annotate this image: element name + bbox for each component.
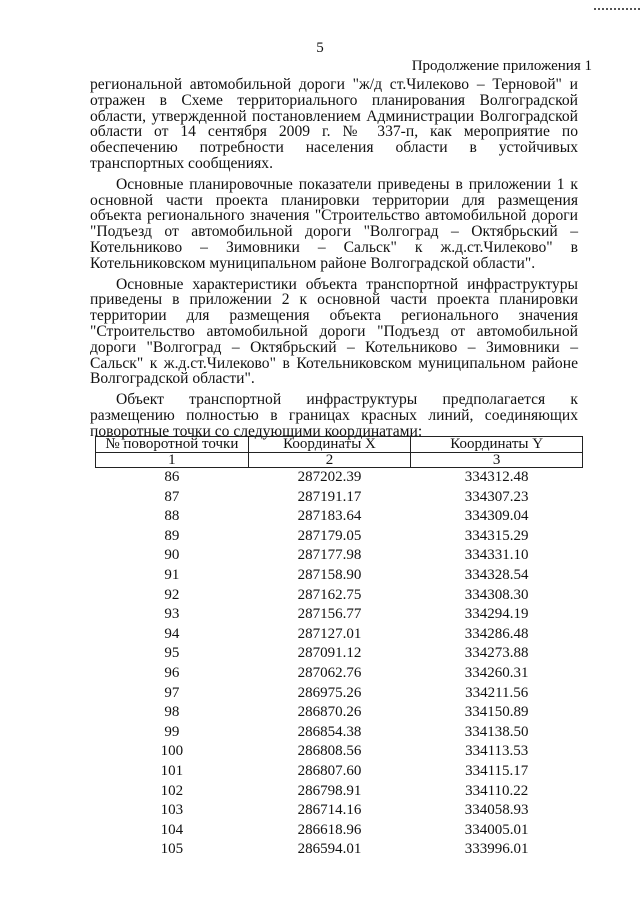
coord-x-cell: 287091.12 xyxy=(297,645,362,662)
coord-x-cell: 287191.17 xyxy=(297,488,362,505)
page-number: 5 xyxy=(316,40,324,56)
coord-x-cell: 286975.26 xyxy=(297,684,362,701)
coord-x-cell: 287158.90 xyxy=(297,566,362,583)
point-number-cell: 95 xyxy=(164,645,180,662)
table-row xyxy=(96,605,583,625)
paragraph: Основные планировочные показатели приведены в приложении 1 к основной части проекта планировки территории для размещения объекта регионального значения "Строительство автомобильной дороги "Подъезд от автомобильной дороги "Волгоград – Октябрьский – Котельниково – Зимовники – Сальск" к ж.д.ст.Чилеково" в Котельниковском муниципальном районе Волгоградской области". xyxy=(90,175,578,272)
coord-y-cell: 333996.01 xyxy=(464,841,529,858)
coord-x-cell: 287062.76 xyxy=(297,664,362,681)
coord-x-cell: 286854.38 xyxy=(297,723,362,740)
coordinates-table xyxy=(95,436,583,860)
table-row xyxy=(96,723,583,743)
table-row xyxy=(96,644,583,664)
coord-y-cell: 334138.50 xyxy=(464,723,529,740)
point-number-cell: 89 xyxy=(164,527,180,544)
coord-x-cell: 286870.26 xyxy=(297,704,362,721)
coord-y-cell: 334315.29 xyxy=(464,527,529,544)
point-number-cell: 103 xyxy=(160,802,184,819)
coord-y-cell: 334328.54 xyxy=(464,566,529,583)
coord-x-cell: 287179.05 xyxy=(297,527,362,544)
table-row xyxy=(96,546,583,566)
coord-y-cell: 334150.89 xyxy=(464,704,529,721)
coord-y-cell: 334294.19 xyxy=(464,606,529,623)
coord-x-cell: 286618.96 xyxy=(297,821,362,838)
point-number-cell: 100 xyxy=(160,743,184,760)
coord-x-cell: 286798.91 xyxy=(297,782,362,799)
coord-y-cell: 334308.30 xyxy=(464,586,529,603)
point-number-cell: 96 xyxy=(164,664,180,681)
paragraph: Основные характеристики объекта транспортной инфраструктуры приведены в приложении 2 к основной части проекта планировки территории для размещения объекта регионального значения "Строительство автомобильной дороги "Подъезд от автомобильной дороги "Волгоград – Октябрьский – Котельниково – Зимовники – Сальск" к ж.д.ст.Чилеково" в Котельниковском муниципальном районе Волгоградской области". xyxy=(90,275,578,388)
point-number-cell: 93 xyxy=(164,606,180,623)
table-row xyxy=(96,664,583,684)
table-row xyxy=(96,566,583,586)
coord-y-cell: 334309.04 xyxy=(464,508,529,525)
point-number-cell: 90 xyxy=(164,547,180,564)
coord-x-cell: 287162.75 xyxy=(297,586,362,603)
table-row xyxy=(96,762,583,782)
point-number-cell: 94 xyxy=(164,625,180,642)
table-row xyxy=(96,840,583,860)
table-row xyxy=(96,625,583,645)
coord-x-cell: 286714.16 xyxy=(297,802,362,819)
column-number: 2 xyxy=(248,453,411,468)
coord-x-cell: 286594.01 xyxy=(297,841,362,858)
coord-y-cell: 334115.17 xyxy=(465,762,529,779)
table-row xyxy=(96,703,583,723)
coord-y-cell: 334273.88 xyxy=(464,645,529,662)
table-row xyxy=(96,586,583,606)
point-number-cell: 105 xyxy=(160,841,184,858)
point-number-cell: 91 xyxy=(164,566,180,583)
table-body xyxy=(96,468,583,860)
point-number-cell: 101 xyxy=(160,762,184,779)
table-row xyxy=(96,782,583,802)
body-text xyxy=(90,77,578,445)
appendix-continuation-note: Продолжение приложения 1 xyxy=(411,58,592,74)
point-number-cell: 88 xyxy=(164,508,180,525)
table-row xyxy=(96,507,583,527)
coord-y-cell: 334005.01 xyxy=(464,821,529,838)
table-row xyxy=(96,527,583,547)
point-number-cell: 97 xyxy=(164,684,180,701)
table-header-row xyxy=(96,437,583,453)
coord-x-cell: 287177.98 xyxy=(297,547,362,564)
point-number-cell: 102 xyxy=(160,782,184,799)
paragraph: региональной автомобильной дороги "ж/д ст.Чилеково – Терновой" и отражен в Схеме территориального планирования Волгоградской области, утвержденной постановлением Администрации Волгоградской области от 14 сентября 2009 г. № 337-п, как мероприятие по обеспечению потребности населения области в устойчивых транспортных сообщениях. xyxy=(90,76,578,172)
table-column-numbers-row xyxy=(96,453,583,468)
coord-y-cell: 334110.22 xyxy=(465,782,529,799)
coord-x-cell: 286807.60 xyxy=(297,762,362,779)
point-number-cell: 86 xyxy=(164,469,180,485)
coord-y-cell: 334058.93 xyxy=(464,802,529,819)
coord-y-cell: 334307.23 xyxy=(464,488,529,505)
coord-y-cell: 334312.48 xyxy=(464,469,529,485)
table-row xyxy=(96,684,583,704)
scan-corner-mark xyxy=(594,0,640,10)
column-number: 3 xyxy=(411,453,583,468)
coord-y-cell: 334286.48 xyxy=(464,625,529,642)
coord-y-cell: 334113.53 xyxy=(465,743,529,760)
header-coord-y: Координаты Y xyxy=(411,437,583,453)
coord-x-cell: 287156.77 xyxy=(297,606,362,623)
coord-x-cell: 287202.39 xyxy=(297,469,362,485)
table-row xyxy=(96,488,583,508)
coord-y-cell: 334260.31 xyxy=(464,664,529,681)
table-row xyxy=(96,468,583,488)
column-number: 1 xyxy=(96,453,249,468)
paragraph: Объект транспортной инфраструктуры предполагается к размещению полностью в границах красных линий, соединяющих поворотные точки со следующими координатами: xyxy=(90,391,578,440)
coord-y-cell: 334211.56 xyxy=(465,684,529,701)
coord-x-cell: 287127.01 xyxy=(297,625,362,642)
point-number-cell: 92 xyxy=(164,586,180,603)
coord-x-cell: 286808.56 xyxy=(297,743,362,760)
table-row xyxy=(96,801,583,821)
point-number-cell: 99 xyxy=(164,723,180,740)
coord-x-cell: 287183.64 xyxy=(297,508,362,525)
point-number-cell: 87 xyxy=(164,488,180,505)
table-row xyxy=(96,742,583,762)
header-point-number: № поворотной точки xyxy=(96,437,249,453)
table-row xyxy=(96,821,583,841)
point-number-cell: 98 xyxy=(164,704,180,721)
coord-y-cell: 334331.10 xyxy=(464,547,529,564)
point-number-cell: 104 xyxy=(160,821,184,838)
header-coord-x: Координаты X xyxy=(248,437,411,453)
